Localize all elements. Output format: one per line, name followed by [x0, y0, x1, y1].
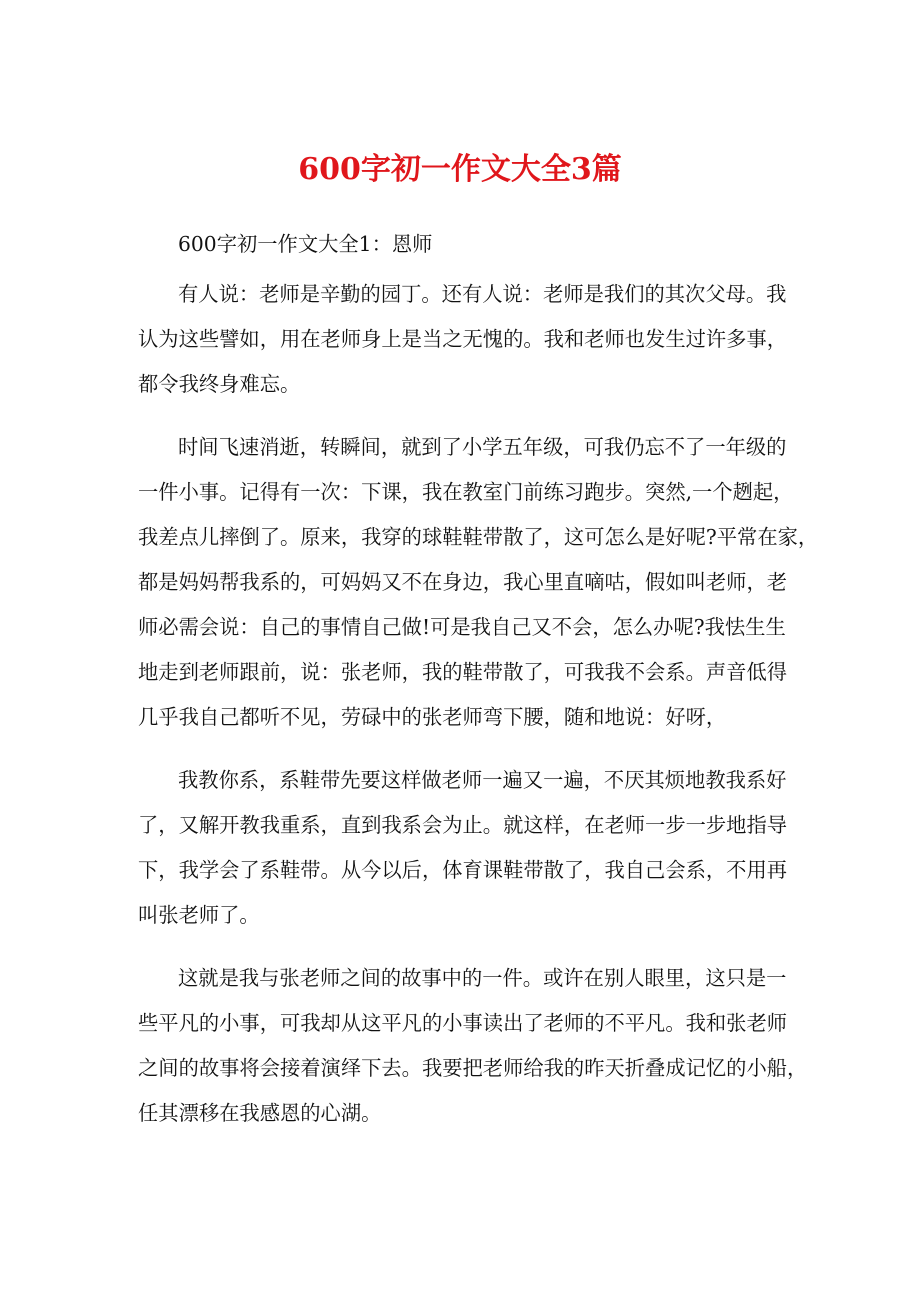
section-heading: 600字初一作文大全1：恩师: [178, 232, 433, 256]
text-line: 都令我终身难忘。: [138, 372, 301, 396]
page-title: 600字初一作文大全3篇: [298, 152, 622, 187]
text-line: 些平凡的小事，可我却从这平凡的小事读出了老师的不平凡。我和张老师: [138, 1011, 788, 1035]
text-line: 有人说：老师是辛勤的园丁。还有人说：老师是我们的其次父母。我: [178, 282, 787, 306]
text-line: 叫张老师了。: [138, 903, 260, 927]
text-line: 这就是我与张老师之间的故事中的一件。或许在别人眼里，这只是一: [178, 966, 787, 990]
text-line: 几乎我自己都听不见，劳碌中的张老师弯下腰，随和地说：好呀，: [138, 705, 727, 729]
text-line: 我教你系，系鞋带先要这样做老师一遍又一遍，不厌其烦地教我系好: [178, 768, 787, 792]
text-line: 之间的故事将会接着演绎下去。我要把老师给我的昨天折叠成记忆的小船，: [138, 1056, 808, 1080]
text-line: 任其漂移在我感恩的心湖。: [138, 1101, 382, 1125]
paragraph-4: [138, 956, 808, 1136]
text-line: 时间飞速消逝，转瞬间，就到了小学五年级，可我仍忘不了一年级的: [178, 435, 787, 459]
text-line: 认为这些譬如，用在老师身上是当之无愧的。我和老师也发生过许多事，: [138, 327, 788, 351]
text-line: 下，我学会了系鞋带。从今以后，体育课鞋带散了，我自己会系，不用再: [138, 858, 788, 882]
text-line: 地走到老师跟前，说：张老师，我的鞋带散了，可我我不会系。声音低得: [138, 660, 788, 684]
text-line: 了，又解开教我重系，直到我系会为止。就这样，在老师一步一步地指导: [138, 813, 788, 837]
text-line: 都是妈妈帮我系的，可妈妈又不在身边，我心里直嘀咕，假如叫老师，老: [138, 570, 788, 594]
article-body: [138, 226, 819, 1154]
text-line: 师必需会说：自己的事情自己做!可是我自己又不会，怎么办呢?我怯生生: [138, 615, 786, 639]
text-line: 我差点儿摔倒了。原来，我穿的球鞋鞋带散了，这可怎么是好呢?平常在家，: [138, 525, 819, 549]
text-line: 一件小事。记得有一次：下课，我在教室门前练习跑步。突然,一个趔起，: [138, 480, 794, 504]
paragraph-3: [138, 758, 798, 938]
paragraph-1: [138, 272, 798, 407]
paragraph-2: [138, 425, 819, 740]
